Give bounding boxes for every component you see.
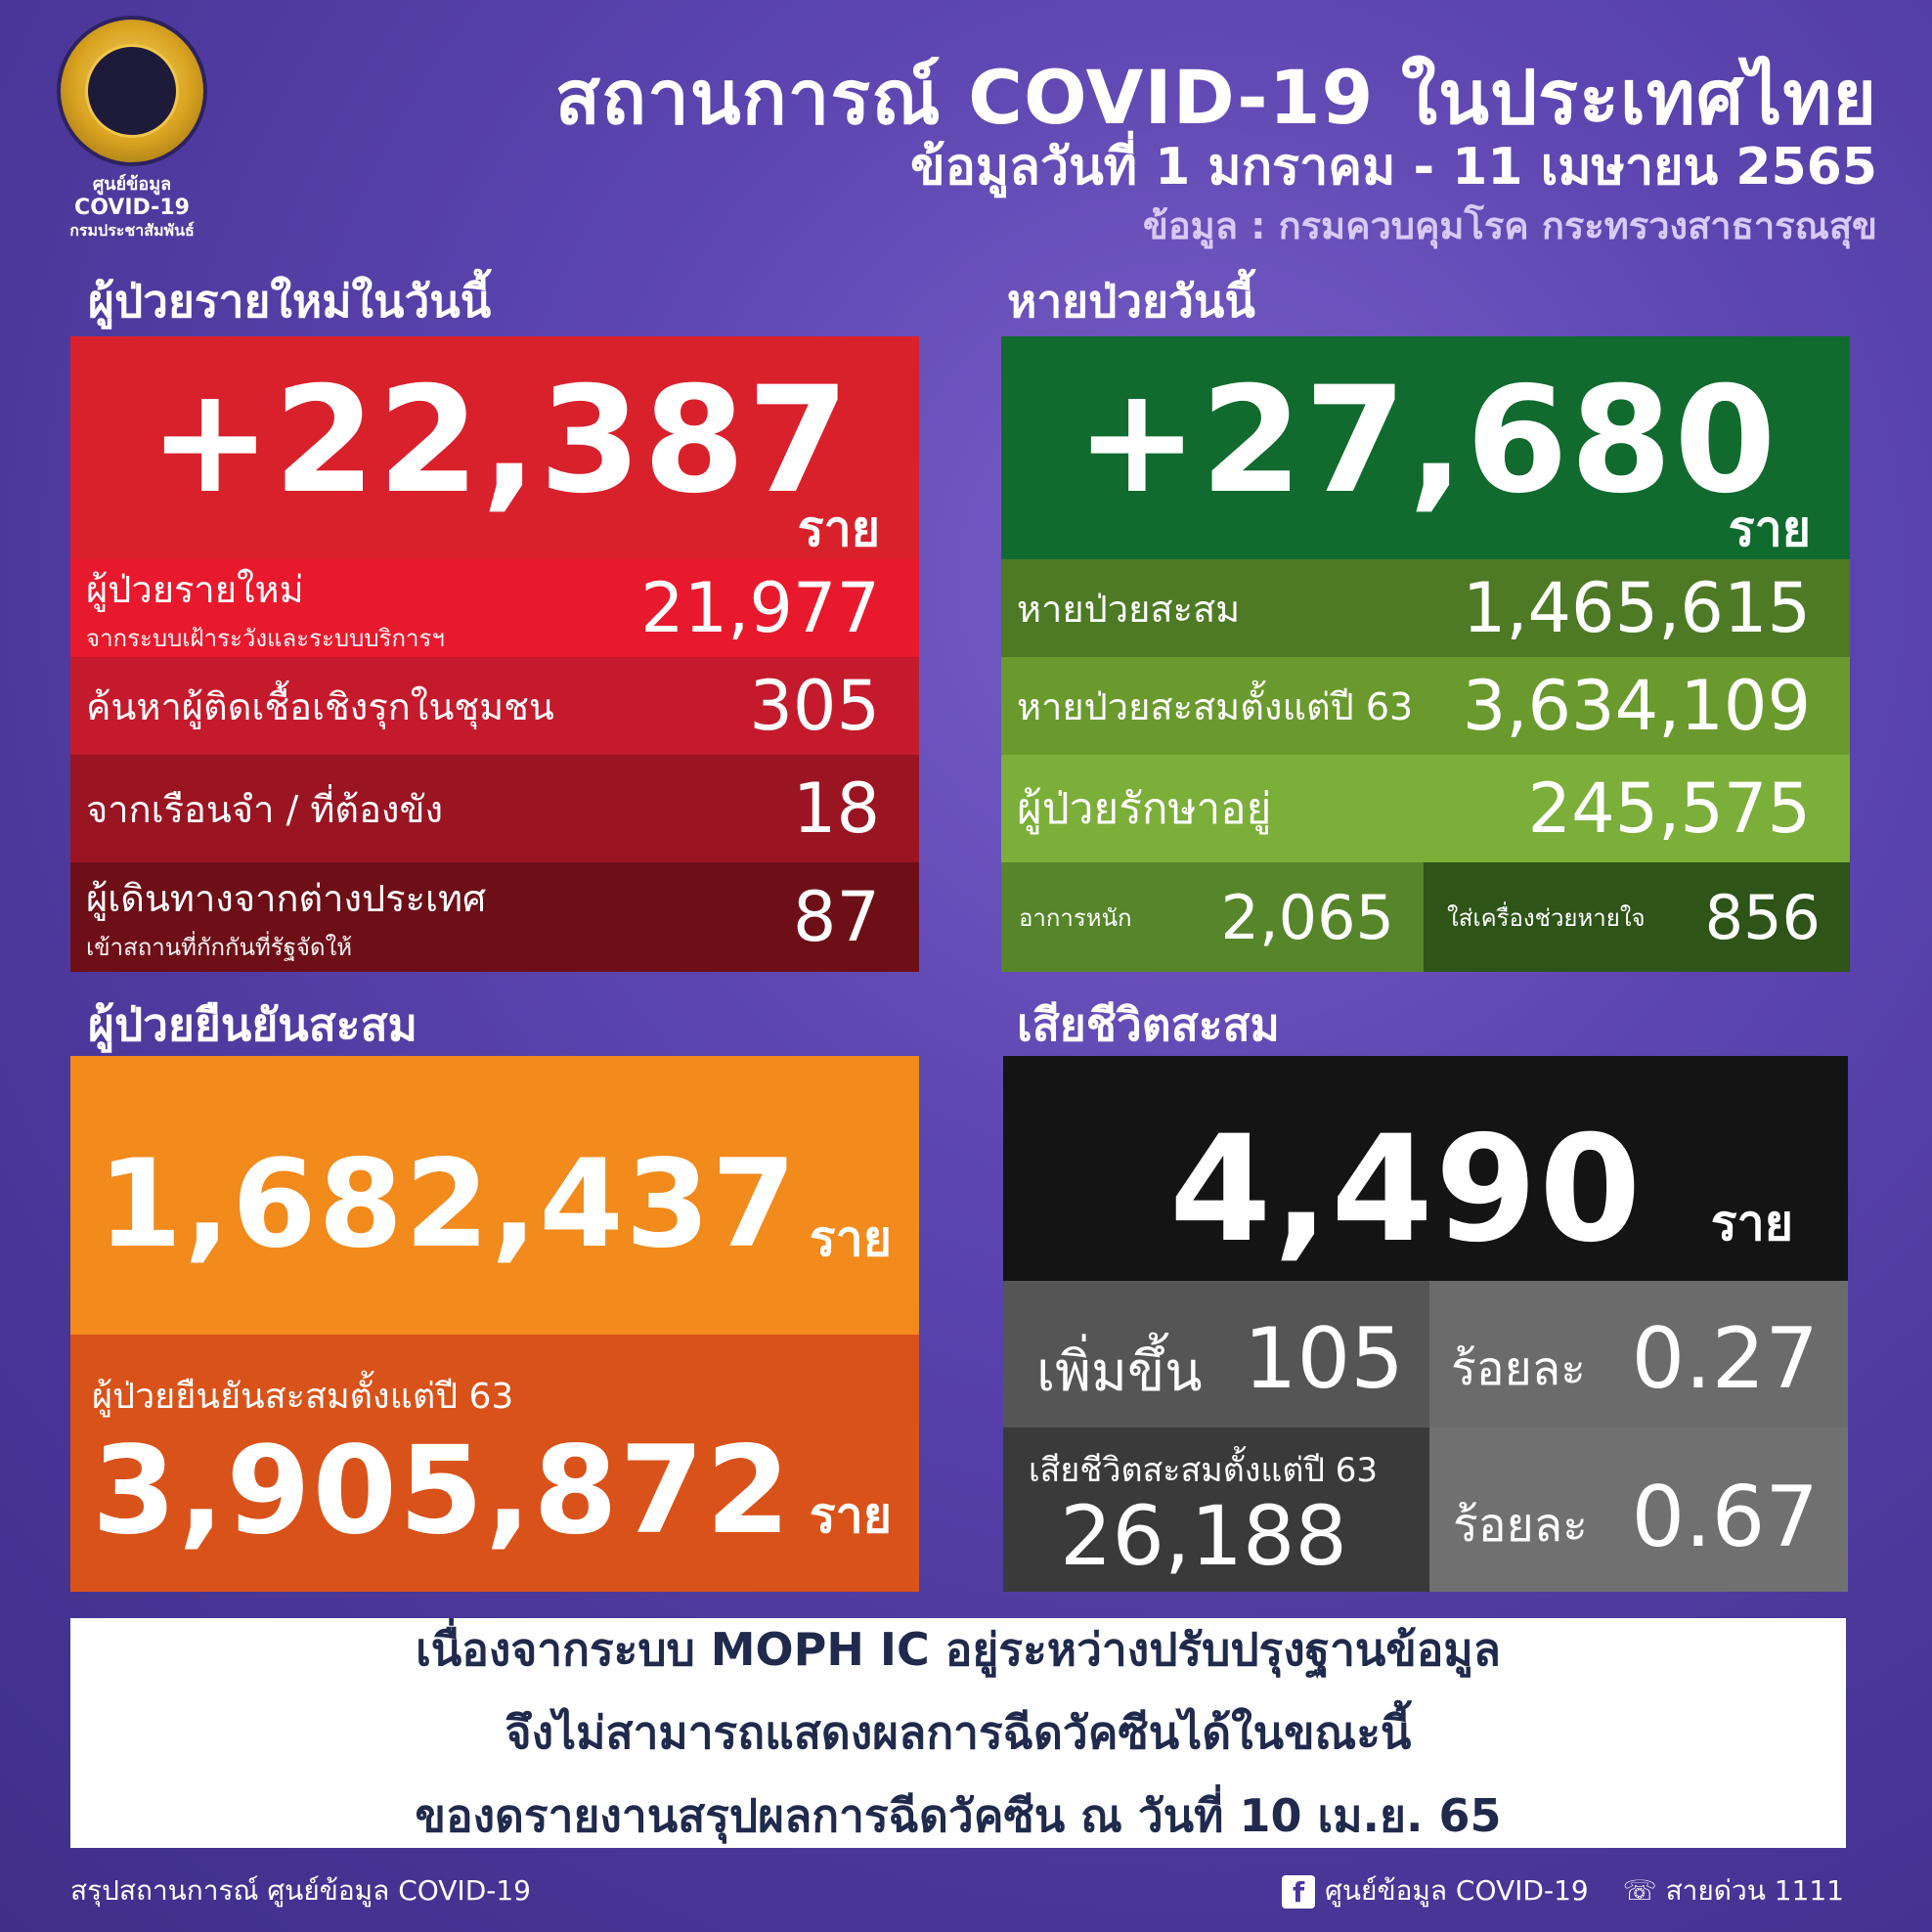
recovered-row-cumulative <box>1001 559 1850 657</box>
deaths-since63-label: เสียชีวิตสะสมตั้งแต่ปี 63 <box>1029 1451 1379 1490</box>
ventilator-label: ใส่เครื่องช่วยหายใจ <box>1447 903 1646 932</box>
row-value: 245,575 <box>1527 768 1811 849</box>
cumulative-heading: ผู้ป่วยยืนยันสะสม <box>88 998 417 1051</box>
recovered-row-since63 <box>1001 657 1850 755</box>
data-source: ข้อมูล : กรมควบคุมโรค กระทรวงสาธารณสุข <box>1142 204 1877 247</box>
hotline-number[interactable]: สายด่วน 1111 <box>1665 1874 1844 1907</box>
row-value: 87 <box>792 877 880 957</box>
cumulative-since63-box <box>70 1335 919 1592</box>
new-cases-unit: ราย <box>797 501 880 557</box>
phone-icon: ☏ <box>1622 1874 1657 1907</box>
vaccination-notice <box>70 1618 1846 1848</box>
row-label: ผู้เดินทางจากต่างประเทศ <box>86 877 487 920</box>
row-value: 1,465,615 <box>1462 568 1811 648</box>
cumulative-unit: ราย <box>809 1210 892 1267</box>
cumulative-since63-value: 3,905,872 <box>92 1421 793 1561</box>
new-cases-heading: ผู้ป่วยรายใหม่ในวันนี้ <box>88 275 492 328</box>
recovered-total: +27,680 <box>1076 356 1778 526</box>
deaths-increase-label: เพิ่มขึ้น <box>1036 1340 1203 1404</box>
row-label: ผู้ป่วยรักษาอยู่ <box>1017 784 1272 834</box>
row-sublabel: จากระบบเฝ้าระวังและระบบบริการฯ <box>86 625 445 652</box>
facebook-icon: f <box>1282 1875 1315 1909</box>
row-value: 305 <box>749 666 880 746</box>
new-cases-total: +22,387 <box>149 356 852 526</box>
cumulative-total: 1,682,437 <box>98 1134 799 1275</box>
row-value: 21,977 <box>640 568 880 648</box>
deaths-total-box <box>1003 1056 1848 1281</box>
row-label: จากเรือนจำ / ที่ต้องขัง <box>86 787 444 831</box>
recovered-heading: หายป่วยวันนี้ <box>1007 275 1255 328</box>
deaths-pct-value: 0.27 <box>1631 1310 1819 1408</box>
deaths-increase-box <box>1003 1281 1429 1427</box>
deaths-since63-value: 26,188 <box>1060 1488 1347 1584</box>
deaths-since63-box <box>1003 1427 1429 1592</box>
recovered-unit: ราย <box>1728 501 1811 557</box>
severe-cases-box <box>1001 862 1424 972</box>
new-cases-total-box <box>70 336 919 559</box>
row-value: 18 <box>792 768 880 849</box>
ventilator-value: 856 <box>1704 881 1821 953</box>
notice-line-2: จึงไม่สามารถแสดงผลการฉีดวัคซีนได้ในขณะนี้ <box>505 1706 1412 1759</box>
ventilator-box <box>1424 862 1850 972</box>
logo-caption-line3: กรมประชาสัมพันธ์ <box>69 221 195 240</box>
row-label: หายป่วยสะสมตั้งแต่ปี 63 <box>1017 684 1414 728</box>
cumulative-panel <box>70 1056 919 1592</box>
deaths-increase-value: 105 <box>1243 1310 1404 1408</box>
new-cases-row-surveillance <box>70 559 919 657</box>
deaths-pct63-value: 0.67 <box>1631 1469 1819 1566</box>
row-value: 3,634,109 <box>1462 666 1811 746</box>
page-title: สถานการณ์ COVID-19 ในประเทศไทย <box>554 54 1877 141</box>
footer-contacts <box>1282 1869 1844 1912</box>
new-cases-panel <box>70 336 919 972</box>
new-cases-row-prison <box>70 755 919 862</box>
deaths-pct-box <box>1429 1281 1848 1427</box>
deaths-panel <box>1003 1056 1848 1592</box>
severe-value: 2,065 <box>1220 881 1394 953</box>
deaths-total: 4,490 <box>1169 1105 1644 1275</box>
government-seal-logo <box>57 16 207 166</box>
cumulative-since63-unit: ราย <box>809 1487 892 1544</box>
logo-caption-line2: COVID-19 <box>74 196 190 220</box>
deaths-pct-label: ร้อยละ <box>1451 1341 1586 1396</box>
recovered-panel <box>1001 336 1850 972</box>
row-label: ผู้ป่วยรายใหม่ <box>86 568 304 611</box>
deaths-unit: ราย <box>1710 1195 1793 1251</box>
deaths-pct63-box <box>1429 1427 1848 1592</box>
recovered-total-box <box>1001 336 1850 559</box>
new-cases-row-travelers <box>70 862 919 972</box>
logo-caption-line1: ศูนย์ข้อมูล <box>92 174 172 195</box>
cumulative-total-box <box>70 1056 919 1335</box>
facebook-page-name[interactable]: ศูนย์ข้อมูล COVID-19 <box>1325 1874 1589 1907</box>
row-label: หายป่วยสะสม <box>1017 587 1241 631</box>
row-sublabel: เข้าสถานที่กักกันที่รัฐจัดให้ <box>86 934 353 961</box>
cumulative-since63-label: ผู้ป่วยยืนยันสะสมตั้งแต่ปี 63 <box>92 1377 514 1417</box>
date-range: ข้อมูลวันที่ 1 มกราคม - 11 เมษายน 2565 <box>910 138 1877 197</box>
notice-line-1: เนื่องจากระบบ MOPH IC อยู่ระหว่างปรับปรุงฐานข้อมูล <box>416 1623 1501 1676</box>
deaths-heading: เสียชีวิตสะสม <box>1017 998 1280 1051</box>
notice-line-3: ของดรายงานสรุปผลการฉีดวัคซีน ณ วันที่ 10 เม.ย. 65 <box>415 1789 1502 1842</box>
severe-label: อาการหนัก <box>1019 903 1132 932</box>
new-cases-row-active-search <box>70 657 919 755</box>
recovered-row-in-treatment <box>1001 755 1850 862</box>
deaths-pct63-label: ร้อยละ <box>1453 1498 1588 1553</box>
footer-credit: สรุปสถานการณ์ ศูนย์ข้อมูล COVID-19 <box>70 1874 531 1907</box>
row-label: ค้นหาผู้ติดเชื้อเชิงรุกในชุมชน <box>86 684 554 728</box>
